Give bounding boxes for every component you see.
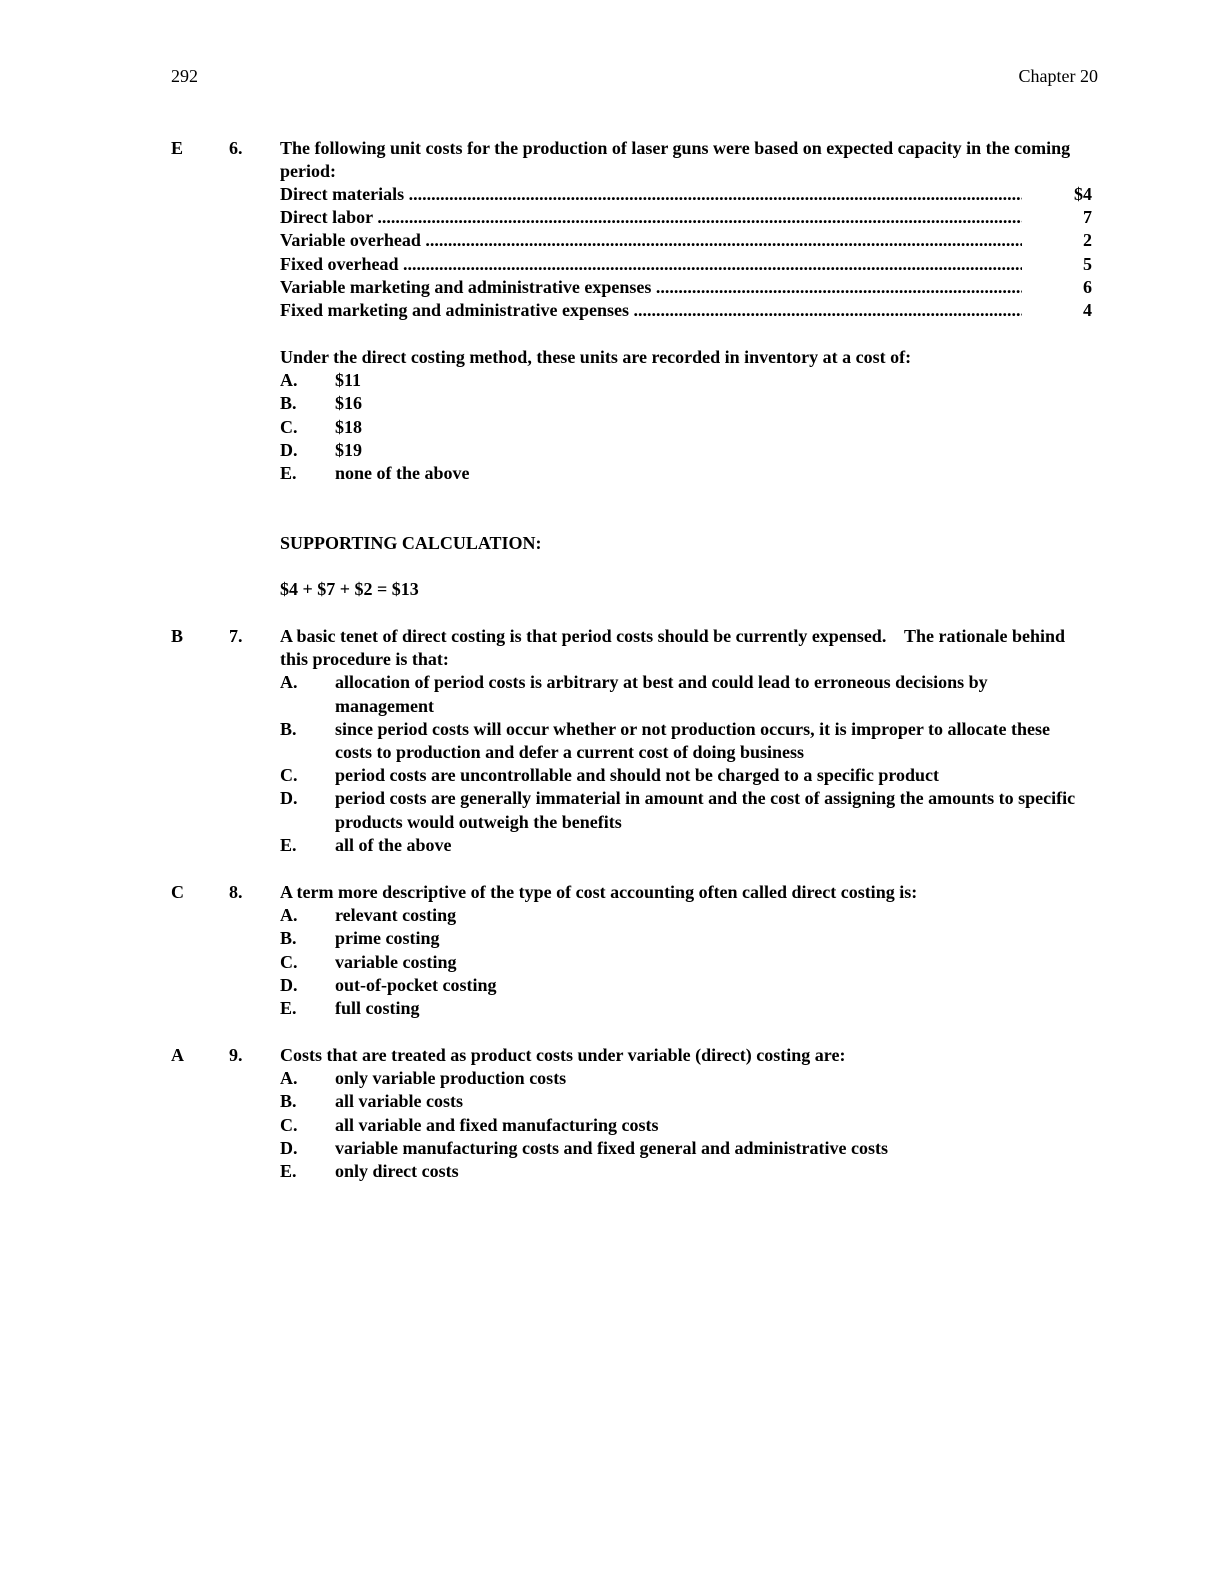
cost-value: 7 <box>1083 207 1092 228</box>
option-list <box>280 904 1080 1020</box>
question-stem: A term more descriptive of the type of cost accounting often called direct costing is: <box>280 882 918 902</box>
option-b <box>280 927 1080 950</box>
option-d <box>280 439 1080 462</box>
option-b <box>280 392 1080 415</box>
question-number: 8. <box>229 882 243 902</box>
answer-key: A <box>171 1045 184 1065</box>
cost-row <box>280 299 1092 322</box>
option-letter: E. <box>280 998 297 1019</box>
option-text: out-of-pocket costing <box>335 974 497 995</box>
cost-value: $4 <box>1074 184 1092 204</box>
option-text: period costs are uncontrollable and should not be charged to a specific product <box>335 765 940 786</box>
option-d <box>280 1137 1080 1160</box>
question-body <box>280 137 1080 183</box>
option-letter: E. <box>280 463 297 484</box>
option-text: $18 <box>335 416 362 437</box>
cost-value: 6 <box>1083 276 1092 297</box>
question-body <box>280 346 1080 485</box>
option-letter: A. <box>280 905 298 926</box>
option-text: none of the above <box>335 463 470 484</box>
question-number: 7. <box>229 626 243 646</box>
cost-label: Variable overhead ..... <box>280 229 1022 252</box>
option-letter: B. <box>280 1091 297 1112</box>
option-text: all variable costs <box>335 1091 463 1112</box>
option-letter: C. <box>280 1114 298 1135</box>
option-b <box>280 718 1080 764</box>
cost-value: 2 <box>1083 230 1092 251</box>
answer-key: C <box>171 882 184 902</box>
question-body <box>280 625 1080 857</box>
option-b <box>280 1090 1080 1113</box>
option-text: only direct costs <box>335 1161 459 1182</box>
option-letter: D. <box>280 1137 298 1158</box>
option-letter: D. <box>280 439 298 460</box>
option-a <box>280 369 1080 392</box>
cost-row <box>280 229 1092 252</box>
question-number: 9. <box>229 1045 243 1065</box>
question-stem: A basic tenet of direct costing is that period costs should be currently expensed. The rationale behind this procedure is that: <box>280 626 1070 670</box>
question-body <box>280 881 1080 1020</box>
question-number: 6. <box>229 138 243 158</box>
question-stem: The following unit costs for the production of laser guns were based on expected capacity in the coming period: <box>280 138 1071 182</box>
option-letter: D. <box>280 974 298 995</box>
question-body <box>280 1044 1080 1183</box>
supporting-calculation-title: SUPPORTING CALCULATION: <box>280 533 542 553</box>
cost-label: Fixed marketing and administrative expenses ..... <box>280 299 1022 322</box>
option-text: relevant costing <box>335 905 457 926</box>
option-list <box>280 671 1080 857</box>
option-e <box>280 834 1080 857</box>
option-text: period costs are generally immaterial in amount and the cost of assigning the amounts to specific products would outweigh the benefits <box>335 788 1076 832</box>
cost-row <box>280 206 1092 229</box>
option-letter: D. <box>280 788 298 809</box>
question-stem: Costs that are treated as product costs under variable (direct) costing are: <box>280 1045 846 1065</box>
option-text: $16 <box>335 393 362 414</box>
option-c <box>280 764 1080 787</box>
cost-label: Fixed overhead ..... <box>280 253 1022 276</box>
cost-label: Variable marketing and administrative expenses ..... <box>280 276 1022 299</box>
option-letter: A. <box>280 1068 298 1089</box>
option-letter: E. <box>280 1161 297 1182</box>
option-c <box>280 416 1080 439</box>
question-text: Under the direct costing method, these units are recorded in inventory at a cost of: <box>280 347 912 367</box>
cost-row <box>280 253 1092 276</box>
unit-cost-table <box>280 183 1092 322</box>
option-c <box>280 1114 1080 1137</box>
option-letter: A. <box>280 672 298 693</box>
cost-label: Direct labor ..... <box>280 206 1022 229</box>
option-text: full costing <box>335 998 420 1019</box>
option-letter: E. <box>280 834 297 855</box>
option-d <box>280 787 1080 833</box>
option-a <box>280 671 1080 717</box>
cost-label: Direct materials ..... <box>280 183 1022 206</box>
option-e <box>280 997 1080 1020</box>
chapter-title: Chapter 20 <box>1018 66 1098 86</box>
option-text: prime costing <box>335 928 440 949</box>
supporting-calculation: $4 + $7 + $2 = $13 <box>280 579 419 599</box>
answer-key: B <box>171 626 184 646</box>
option-text: since period costs will occur whether or not production occurs, it is improper to allocate these costs to production and defer a current cost of doing business <box>335 718 1050 763</box>
option-list <box>280 1067 1080 1183</box>
cost-value: 4 <box>1083 299 1092 320</box>
option-text: all of the above <box>335 834 452 855</box>
page-number: 292 <box>171 66 198 86</box>
option-a <box>280 1067 1080 1090</box>
option-text: all variable and fixed manufacturing costs <box>335 1114 659 1135</box>
option-letter: B. <box>280 718 297 739</box>
option-text: $11 <box>335 370 362 391</box>
option-letter: C. <box>280 416 298 437</box>
option-letter: C. <box>280 951 298 972</box>
answer-key: E <box>171 138 184 158</box>
option-e <box>280 1160 1080 1183</box>
option-text: only variable production costs <box>335 1068 567 1089</box>
option-text: variable manufacturing costs and fixed general and administrative costs <box>335 1137 888 1158</box>
option-list <box>280 369 1080 485</box>
option-a <box>280 904 1080 927</box>
option-letter: C. <box>280 765 298 786</box>
cost-value: 5 <box>1083 253 1092 274</box>
option-text: $19 <box>335 439 362 460</box>
option-letter: B. <box>280 928 297 949</box>
option-e <box>280 462 1080 485</box>
option-letter: A. <box>280 370 298 391</box>
option-d <box>280 974 1080 997</box>
option-text: variable costing <box>335 951 457 972</box>
option-letter: B. <box>280 393 297 414</box>
cost-row <box>280 276 1092 299</box>
option-c <box>280 951 1080 974</box>
cost-row <box>280 183 1092 206</box>
option-text: allocation of period costs is arbitrary at best and could lead to erroneous decisions by management <box>335 672 988 716</box>
